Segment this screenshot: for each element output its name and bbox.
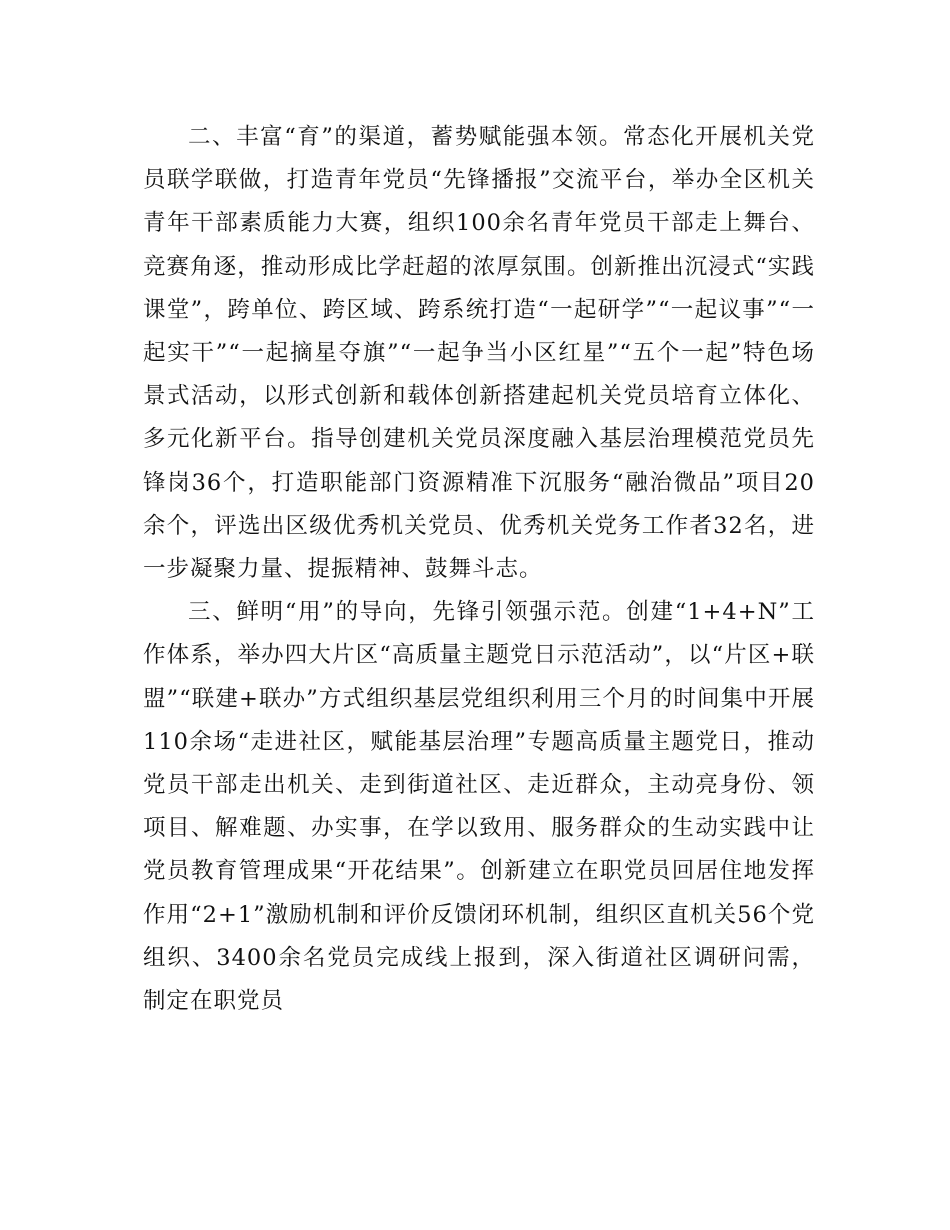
document-page [143, 116, 815, 1023]
paragraph-3-application-orientation: 三、鲜明“用”的导向，先锋引领强示范。创建“1+4+N”工作体系，举办四大片区“高质量主题党日示范活动”，以“片区+联盟”“联建+联办”方式组织基层党组织利用三个月的时间集中开展110余场“走进社区，赋能基层治理”专题高质量主题党日，推动党员干部走出机关、走到街道社区、走近群众，主动亮身份、领项目、解难题、办实事，在学以致用、服务群众的生动实践中让党员教育管理成果“开花结果”。创新建立在职党员回居住地发挥作用“2+1”激励机制和评价反馈闭环机制，组织区直机关56个党组织、3400余名党员完成线上报到，深入街道社区调研问需，制定在职党员 [143, 599, 815, 1015]
paragraph-2-training-channels: 二、丰富“育”的渠道，蓄势赋能强本领。常态化开展机关党员联学联做，打造青年党员“先锋播报”交流平台，举办全区机关青年干部素质能力大赛，组织100余名青年党员干部走上舞台、竞赛角逐，推动形成比学赶超的浓厚氛围。创新推出沉浸式“实践课堂”，跨单位、跨区域、跨系统打造“一起研学”“一起议事”“一起实干”“一起摘星夺旗”“一起争当小区红星”“五个一起”特色场景式活动，以形式创新和载体创新搭建起机关党员培育立体化、多元化新平台。指导创建机关党员深度融入基层治理模范党员先锋岗36个，打造职能部门资源精准下沉服务“融治微品”项目20余个，评选出区级优秀机关党员、优秀机关党务工作者32名，进一步凝聚力量、提振精神、鼓舞斗志。 [143, 124, 815, 583]
